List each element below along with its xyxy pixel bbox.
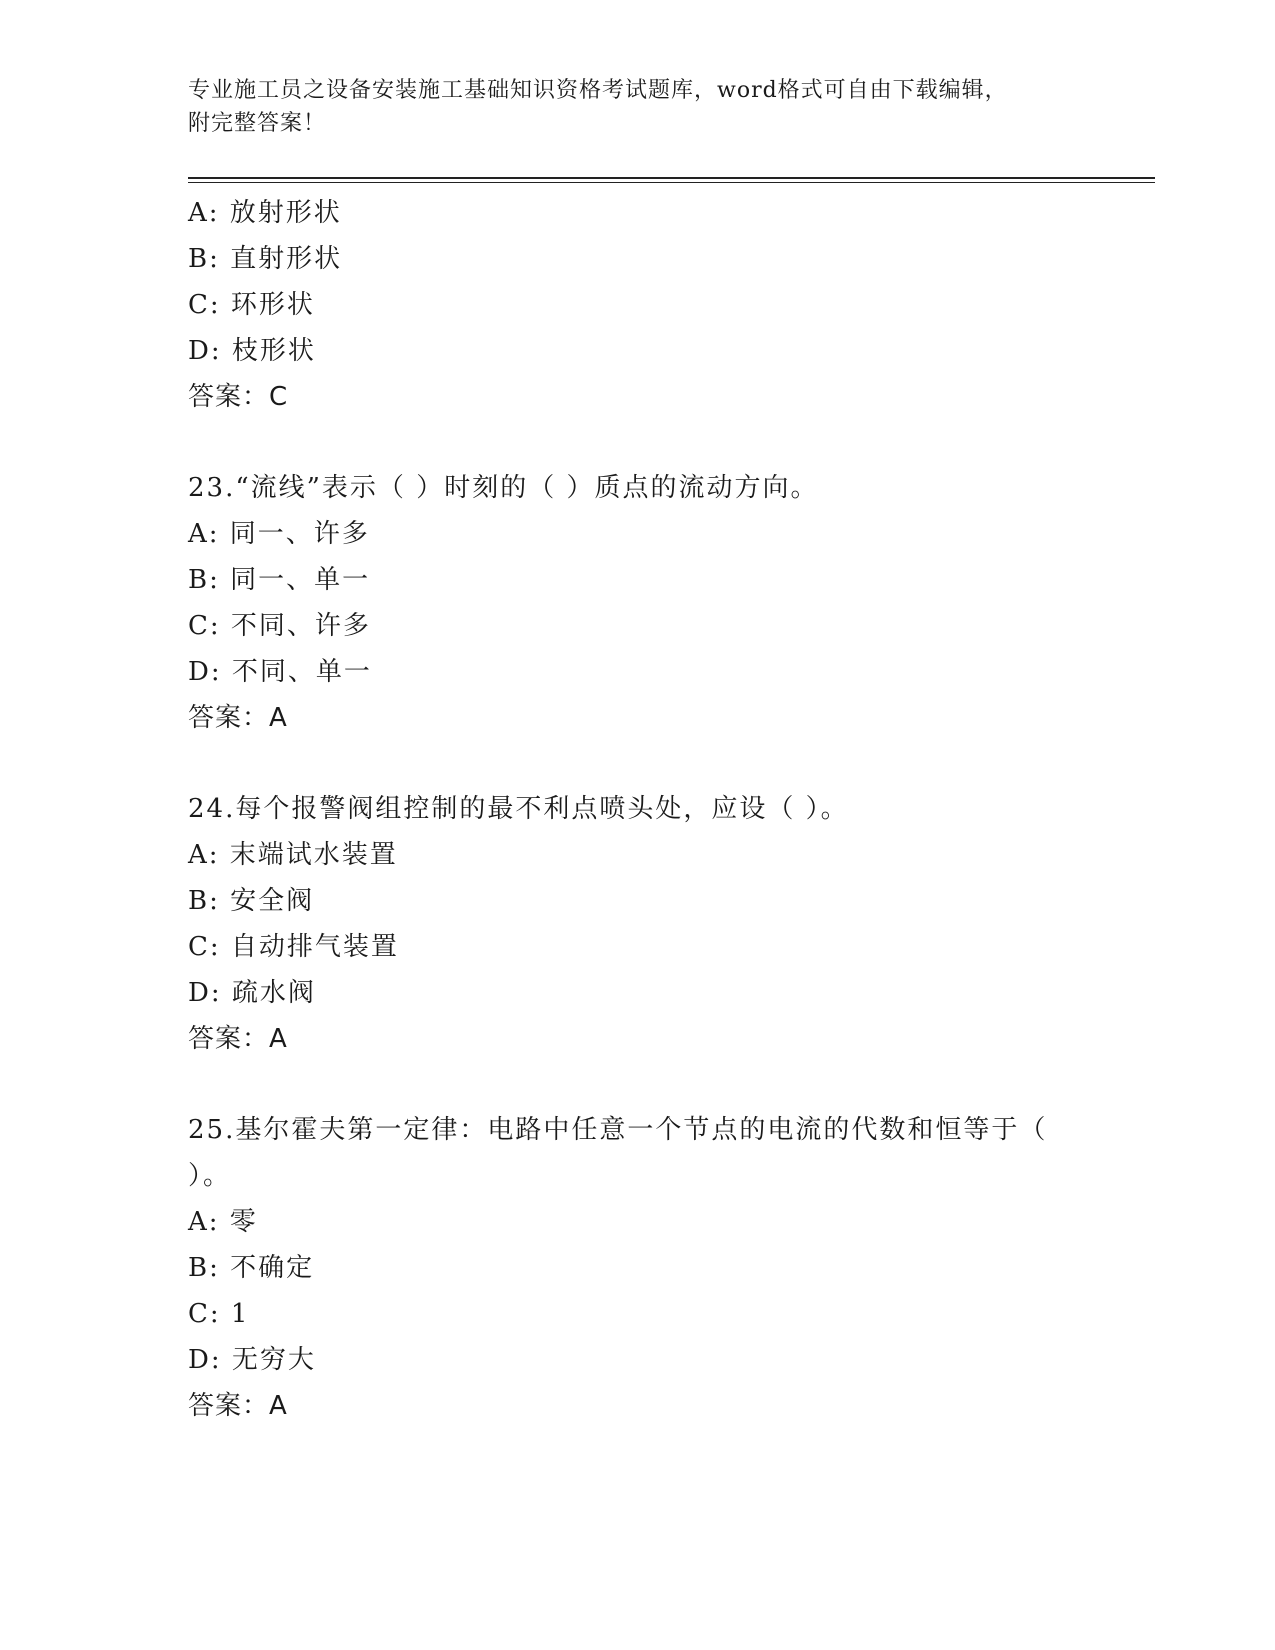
answer-line: 答案：C bbox=[188, 382, 289, 412]
option-d: D: 疏水阀 bbox=[188, 978, 316, 1008]
question-stem-line-1: 25.基尔霍夫第一定律：电路中任意一个节点的电流的代数和恒等于（ bbox=[188, 1115, 1048, 1145]
answer-line: 答案：A bbox=[188, 1391, 288, 1421]
question-23 bbox=[188, 465, 1088, 741]
question-stem: 24.每个报警阀组控制的最不利点喷头处，应设（ ）。 bbox=[188, 794, 849, 824]
option-d: D: 枝形状 bbox=[188, 336, 316, 366]
option-d: D: 无穷大 bbox=[188, 1345, 316, 1375]
document-header bbox=[188, 74, 1068, 140]
header-line-1: 专业施工员之设备安装施工基础知识资格考试题库，word格式可自由下载编辑， bbox=[188, 78, 1008, 103]
option-c: C: 环形状 bbox=[188, 290, 315, 320]
option-a: A: 零 bbox=[188, 1207, 258, 1237]
option-b: B: 安全阀 bbox=[188, 886, 315, 916]
option-c: C: 自动排气装置 bbox=[188, 932, 399, 962]
option-c: C: 1 bbox=[188, 1299, 250, 1329]
question-stem: 23.“流线”表示（ ）时刻的（ ）质点的流动方向。 bbox=[188, 473, 819, 503]
option-a: A: 同一、许多 bbox=[188, 519, 370, 549]
question-22 bbox=[188, 190, 1088, 420]
header-divider-top bbox=[188, 177, 1155, 179]
option-a: A: 末端试水装置 bbox=[188, 840, 398, 870]
question-stem-line-2: ）。 bbox=[188, 1161, 232, 1191]
option-b: B: 同一、单一 bbox=[188, 565, 371, 595]
option-b: B: 不确定 bbox=[188, 1253, 315, 1283]
question-24 bbox=[188, 786, 1088, 1062]
option-c: C: 不同、许多 bbox=[188, 611, 371, 641]
header-line-2: 附完整答案！ bbox=[188, 111, 327, 136]
answer-line: 答案：A bbox=[188, 703, 288, 733]
option-a: A: 放射形状 bbox=[188, 198, 342, 228]
option-b: B: 直射形状 bbox=[188, 244, 343, 274]
answer-line: 答案：A bbox=[188, 1024, 288, 1054]
option-d: D: 不同、单一 bbox=[188, 657, 372, 687]
question-25 bbox=[188, 1107, 1088, 1429]
header-divider-bottom bbox=[188, 182, 1155, 183]
question-list bbox=[188, 190, 1088, 1429]
